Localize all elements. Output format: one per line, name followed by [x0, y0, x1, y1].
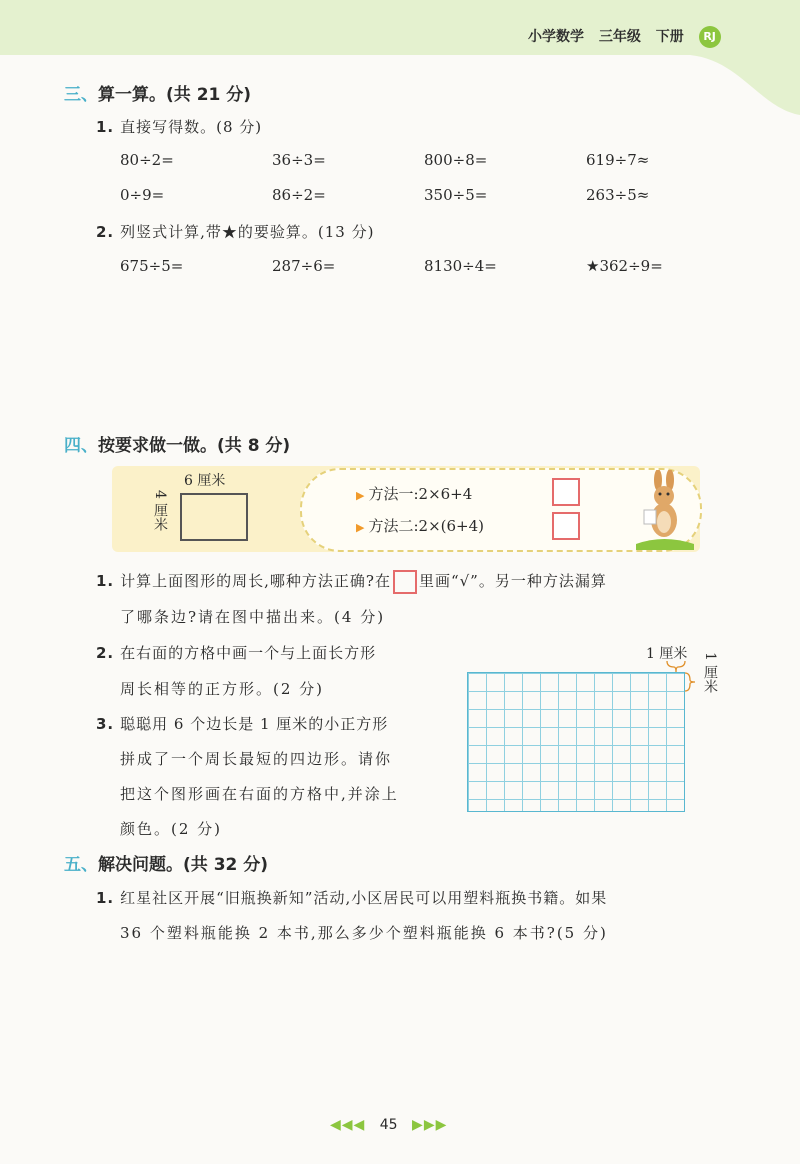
- header-grade: 三年级: [598, 29, 641, 45]
- q-text: 红星社区开展“旧瓶换新知”活动,小区居民可以用塑料瓶换书籍。如果: [120, 889, 608, 907]
- q-text: 里画“√”。另一种方法漏算: [418, 572, 607, 590]
- section3-title: [64, 80, 251, 105]
- calc-item: 619÷7≈: [586, 151, 650, 169]
- q-number: 1.: [96, 572, 115, 590]
- method-1: [356, 483, 472, 504]
- q-text: 直接写得数。(8 分): [120, 118, 263, 136]
- calc-item: 675÷5=: [120, 257, 184, 275]
- method-1-check-box[interactable]: [552, 478, 580, 506]
- section3-number: 三、: [64, 85, 98, 105]
- section3-heading: 算一算。(共 21 分): [98, 85, 252, 105]
- page-footer: [330, 1117, 447, 1133]
- calc-item: 36÷3=: [272, 151, 326, 169]
- calc-item: 287÷6=: [272, 257, 336, 275]
- calc-item: ★362÷9=: [586, 257, 663, 275]
- method-2: [356, 515, 484, 536]
- triangle-bullet-icon: ▶: [356, 521, 365, 534]
- right-arrows-icon: ▶▶▶: [412, 1117, 448, 1133]
- calc-item: 0÷9=: [120, 186, 165, 204]
- rabbit-icon: [632, 470, 696, 550]
- header-badge: RJ: [699, 26, 721, 48]
- grid-unit-label-top: 1 厘米: [646, 646, 688, 662]
- q-number: 1.: [96, 118, 115, 136]
- method-2-check-box[interactable]: [552, 512, 580, 540]
- section4-q3-line4: 颜色。(2 分): [120, 820, 223, 838]
- q-text: 在右面的方格中画一个与上面长方形: [120, 644, 377, 662]
- page-number: 45: [379, 1117, 398, 1133]
- q-number: 2.: [96, 223, 115, 241]
- section5-q1-line1: [96, 887, 607, 908]
- inline-check-box: [393, 570, 417, 594]
- q-number: 1.: [96, 889, 115, 907]
- section5-title: [64, 850, 268, 875]
- section4-q2-line2: 周长相等的正方形。(2 分): [120, 680, 325, 698]
- section5-number: 五、: [64, 855, 98, 875]
- method-1-text: 方法一:2×6+4: [368, 485, 473, 503]
- grid-unit-label-side: 1 厘米: [702, 652, 718, 694]
- left-arrows-icon: ◀◀◀: [330, 1117, 366, 1133]
- rectangle-figure: [180, 493, 248, 541]
- q-number: 2.: [96, 644, 115, 662]
- square-grid[interactable]: [467, 672, 685, 812]
- brace-icon: [684, 672, 696, 692]
- section3-q2: [96, 221, 374, 242]
- header-volume: 下册: [655, 29, 684, 45]
- section5-q1-line2: 36 个塑料瓶能换 2 本书,那么多少个塑料瓶能换 6 本书?(5 分): [120, 924, 608, 942]
- section4-q3-line3: 把这个图形画在右面的方格中,并涂上: [120, 785, 399, 803]
- section4-title: [64, 431, 290, 456]
- section5-heading: 解决问题。(共 32 分): [98, 855, 269, 875]
- q-text: 列竖式计算,带★的要验算。(13 分): [120, 223, 375, 241]
- section3-q1: [96, 116, 262, 137]
- rect-height-label: 4 厘米: [152, 490, 168, 532]
- page-header: [528, 26, 731, 48]
- section4-q1-line1: [96, 570, 607, 594]
- section4-q1-line2: 了哪条边?请在图中描出来。(4 分): [120, 608, 386, 626]
- triangle-bullet-icon: ▶: [356, 489, 365, 502]
- calc-item: 80÷2=: [120, 151, 174, 169]
- section4-q3-line2: 拼成了一个周长最短的四边形。请你: [120, 750, 393, 768]
- calc-item: 86÷2=: [272, 186, 326, 204]
- section4-heading: 按要求做一做。(共 8 分): [98, 436, 291, 456]
- q-text: 聪聪用 6 个边长是 1 厘米的小正方形: [120, 715, 389, 733]
- q-number: 3.: [96, 715, 115, 733]
- section4-q3-line1: [96, 713, 388, 734]
- calc-item: 800÷8=: [424, 151, 488, 169]
- header-subject: 小学数学: [528, 29, 584, 45]
- section4-number: 四、: [64, 436, 98, 456]
- section4-q2-line1: [96, 642, 376, 663]
- q-text: 计算上面图形的周长,哪种方法正确?在: [120, 572, 391, 590]
- calc-item: 8130÷4=: [424, 257, 497, 275]
- rect-width-label: 6 厘米: [184, 473, 226, 489]
- method-2-text: 方法二:2×(6+4): [368, 517, 484, 535]
- calc-item: 350÷5=: [424, 186, 488, 204]
- calc-item: 263÷5≈: [586, 186, 650, 204]
